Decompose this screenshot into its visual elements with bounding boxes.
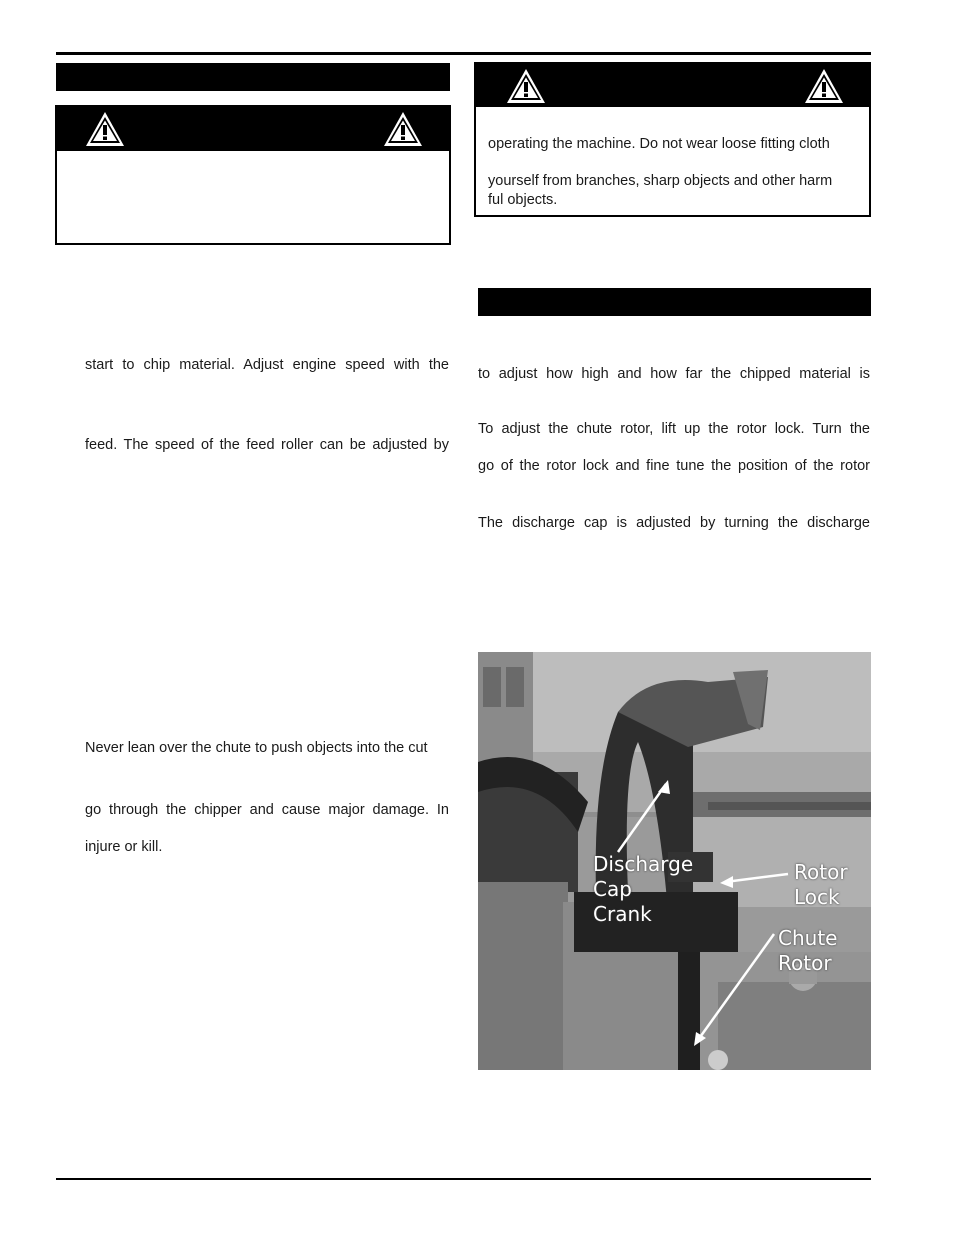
bottom-rule — [56, 1178, 871, 1180]
right-warning-line-1: operating the machine. Do not wear loose fitting cloth — [488, 136, 830, 152]
left-text-line-5: injure or kill. — [85, 839, 163, 855]
left-text-line-1: start to chip material. Adjust engine speed with the — [85, 357, 449, 373]
left-section-header-bar — [56, 63, 450, 91]
right-text-line-1: to adjust how high and how far the chipped material is — [478, 366, 870, 382]
chute-photo — [478, 652, 871, 1070]
warning-triangle-icon — [85, 111, 125, 147]
top-rule — [56, 52, 871, 55]
left-text-line-3: Never lean over the chute to push objects into the cut — [85, 740, 428, 756]
right-warning-header — [476, 64, 869, 107]
discharge-cap-crank-label: Discharge Cap Crank — [593, 852, 694, 926]
right-text-line-4: The discharge cap is adjusted by turning the discharge — [478, 515, 870, 531]
chute-rotor-label: Chute Rotor — [778, 926, 838, 975]
warning-triangle-icon — [383, 111, 423, 147]
left-warning-box — [55, 105, 451, 245]
right-text-line-2: To adjust the chute rotor, lift up the rotor lock. Turn the — [478, 421, 870, 437]
warning-triangle-icon — [804, 68, 844, 104]
right-warning-line-3: ful objects. — [488, 192, 558, 208]
left-text-line-2: feed. The speed of the feed roller can be adjusted by — [85, 437, 449, 453]
right-section-header-bar — [478, 288, 871, 316]
right-text-line-3: go of the rotor lock and fine tune the position of the rotor — [478, 458, 870, 474]
right-warning-line-2: yourself from branches, sharp objects and other harm — [488, 173, 833, 189]
rotor-lock-label: Rotor Lock — [794, 860, 848, 909]
left-text-line-4: go through the chipper and cause major damage. In — [85, 802, 449, 818]
left-warning-header — [57, 107, 449, 151]
warning-triangle-icon — [506, 68, 546, 104]
